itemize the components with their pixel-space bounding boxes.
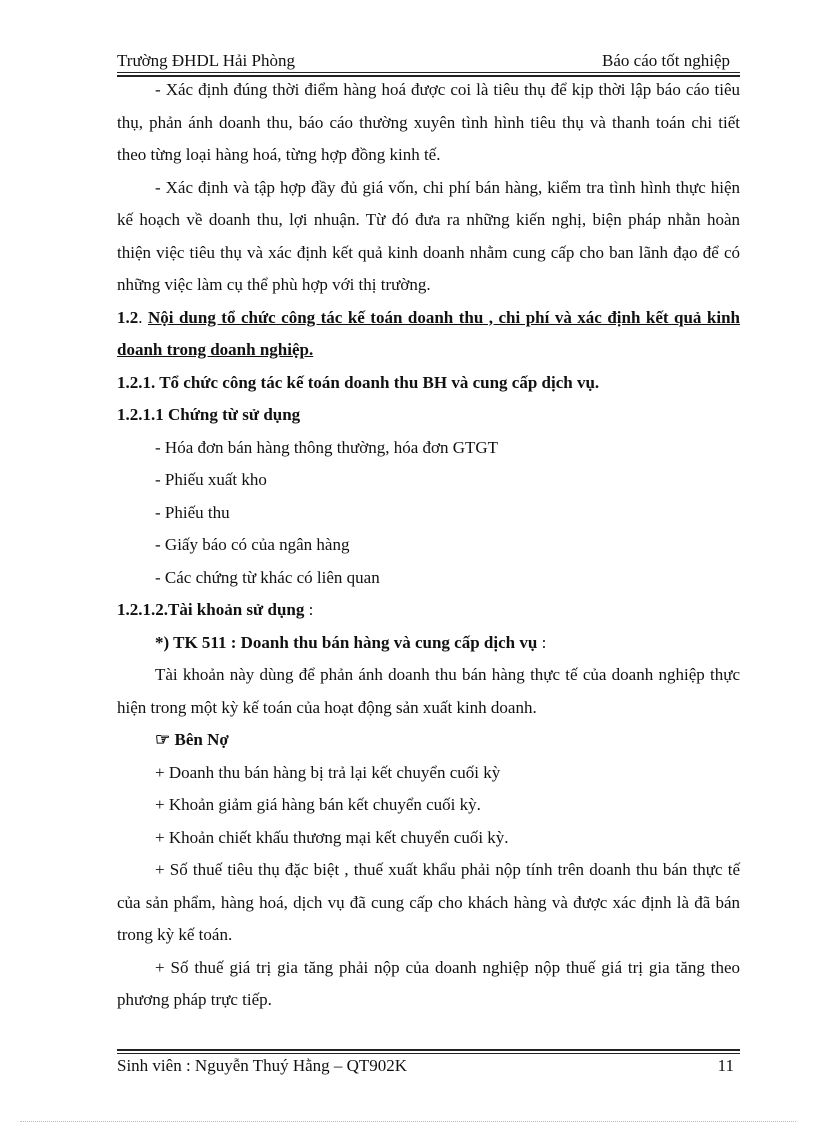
section-1-2-1-2-suffix: : (304, 600, 314, 619)
tk511-description: Tài khoản này dùng để phản ánh doanh thu bán hàng thực tế của doanh nghiệp thực hiện trong một kỳ kế toán của hoạt động sản xuất kinh doanh. (117, 665, 740, 717)
page-number: 11 (717, 1056, 734, 1075)
ben-no-heading (117, 724, 740, 757)
debit-item: + Khoản giảm giá hàng bán kết chuyển cuối kỳ. (155, 795, 481, 814)
section-1-2-1-1-heading: 1.2.1.1 Chứng từ sử dụng (117, 405, 301, 424)
document-item: - Phiếu xuất kho (155, 470, 267, 489)
header-rule-thin (117, 72, 740, 73)
debit-item: + Doanh thu bán hàng bị trả lại kết chuyển cuối kỳ (155, 762, 501, 782)
footer-rule-thick (117, 1049, 740, 1051)
tk511-title: *) TK 511 : Doanh thu bán hàng và cung cấp dịch vụ (155, 632, 538, 652)
debit-item: + Số thuế giá trị gia tăng phải nộp của doanh nghiệp nộp thuế giá trị gia tăng theo phương pháp trực tiếp. (117, 957, 740, 1009)
tk511-suffix: : (537, 632, 547, 652)
section-1-2-1-heading: 1.2.1. Tổ chức công tác kế toán doanh thu BH và cung cấp dịch vụ. (117, 372, 600, 392)
page-edge-divider (20, 1121, 796, 1122)
debit-item: + Khoản chiết khấu thương mại kết chuyển cuối kỳ. (155, 827, 509, 847)
debit-item: + Số thuế tiêu thụ đặc biệt , thuế xuất khẩu phải nộp tính trên doanh thu bán thực tế của sản phẩm, hàng hoá, dịch vụ đã cung cấp cho khách hàng và được xác định là đã bán trong kỳ kế toán. (117, 860, 740, 944)
paragraph-1: - Xác định đúng thời điểm hàng hoá được coi là tiêu thụ để kịp thời lập báo cáo tiêu thụ, phản ánh doanh thu, báo cáo thường xuyên tình hình tiêu thụ và thanh toán chi tiết theo từng loại hàng hoá, từng hợp đồng kinh tế. (117, 80, 740, 164)
section-1-2-dot: . (138, 307, 148, 327)
ben-no-label: Bên Nợ (174, 730, 229, 749)
section-1-2-number: 1.2 (117, 307, 139, 327)
document-item: - Phiếu thu (155, 502, 230, 522)
section-1-2-title: Nội dung tổ chức công tác kế toán doanh thu , chi phí và xác định kết quả kinh doanh trong doanh nghiệp. (117, 307, 740, 359)
document-item: - Các chứng từ khác có liên quan (155, 567, 380, 587)
page-header (117, 50, 740, 72)
document-item: - Giấy báo có của ngân hàng (155, 535, 350, 554)
document-item: - Hóa đơn bán hàng thông thường, hóa đơn GTGT (155, 437, 499, 457)
tk511-heading (117, 627, 740, 660)
header-school: Trường ĐHDL Hải Phòng (117, 51, 295, 70)
section-1-2-1-2-title: 1.2.1.2.Tài khoản sử dụng (117, 600, 305, 619)
page-body (117, 74, 740, 1017)
header-report-type: Báo cáo tốt nghiệp (602, 51, 730, 70)
footer-rule-thin (117, 1053, 740, 1054)
pointing-hand-icon: ☞ (155, 730, 171, 749)
section-1-2-heading (117, 302, 740, 367)
footer-student: Sinh viên : Nguyễn Thuý Hằng – QT902K (117, 1056, 408, 1075)
section-1-2-1-2-heading (117, 594, 740, 627)
page-footer (117, 1055, 740, 1077)
paragraph-2: - Xác định và tập hợp đầy đủ giá vốn, chi phí bán hàng, kiểm tra tình hình thực hiện kế hoạch về doanh thu, lợi nhuận. Từ đó đưa ra những kiến nghị, biện pháp nhằn hoàn thiện việc tiêu thụ và xác định kết quả kinh doanh nhằm cung cấp cho ban lãnh đạo để có những việc làm cụ thể phù hợp với thị trường. (117, 177, 740, 294)
